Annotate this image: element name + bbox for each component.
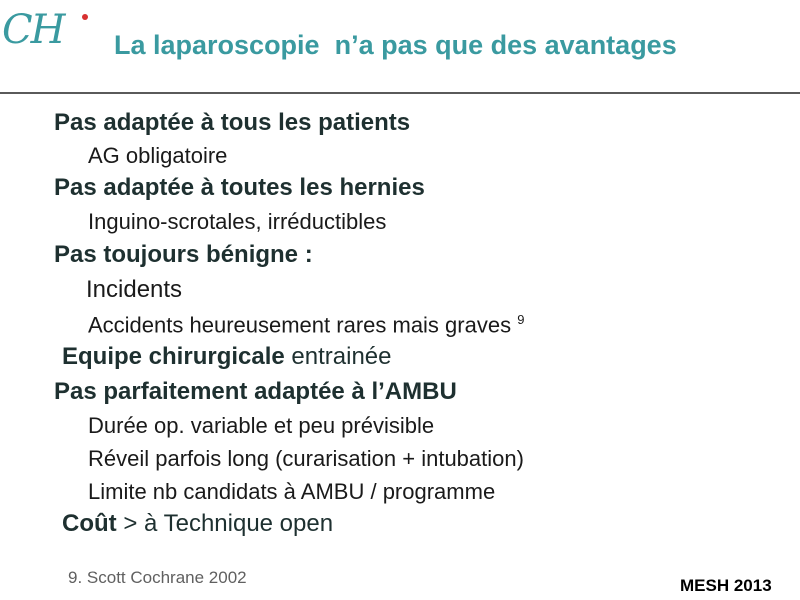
sub-bullet-wakeup: Réveil parfois long (curarisation + intubation) [88,446,524,471]
footnote-marker: 9 [517,312,525,327]
sub-bullet-ag: AG obligatoire [88,143,228,168]
sub-bullet-limit: Limite nb candidats à AMBU / programme [88,479,496,504]
surgical-team-bold: Equipe chirurgicale [62,343,285,370]
cost-bold: Coût [62,510,117,537]
cost-rest: > à Technique open [116,510,334,537]
logo-dot [82,14,88,20]
hospital-logo-icon [2,4,102,60]
surgical-team-rest: entrainée [284,343,392,370]
bullet-not-all-patients: Pas adaptée à tous les patients [54,109,411,136]
sub-bullet-accidents [88,312,524,338]
footnote: 9. Scott Cochrane 2002 [68,568,247,587]
sub-bullet-incidents: Incidents [86,276,183,303]
accidents-text: Accidents heureusement rares mais graves [88,312,518,338]
bullet-ambu: Pas parfaitement adaptée à l’AMBU [54,378,457,405]
bullet-surgical-team [62,343,391,371]
bullet-cost [62,510,333,538]
sub-bullet-duration: Durée op. variable et peu prévisible [88,413,435,438]
bullet-not-benign: Pas toujours bénigne : [54,241,313,268]
conference-badge: MESH 2013 [680,576,772,595]
title-divider [0,92,800,94]
sub-bullet-inguino: Inguino-scrotales, irréductibles [88,209,387,234]
bullet-not-all-hernias: Pas adaptée à toutes les hernies [54,174,425,201]
slide-title: La laparoscopie n’a pas que des avantages [114,30,677,60]
logo-text: CH [2,7,64,53]
